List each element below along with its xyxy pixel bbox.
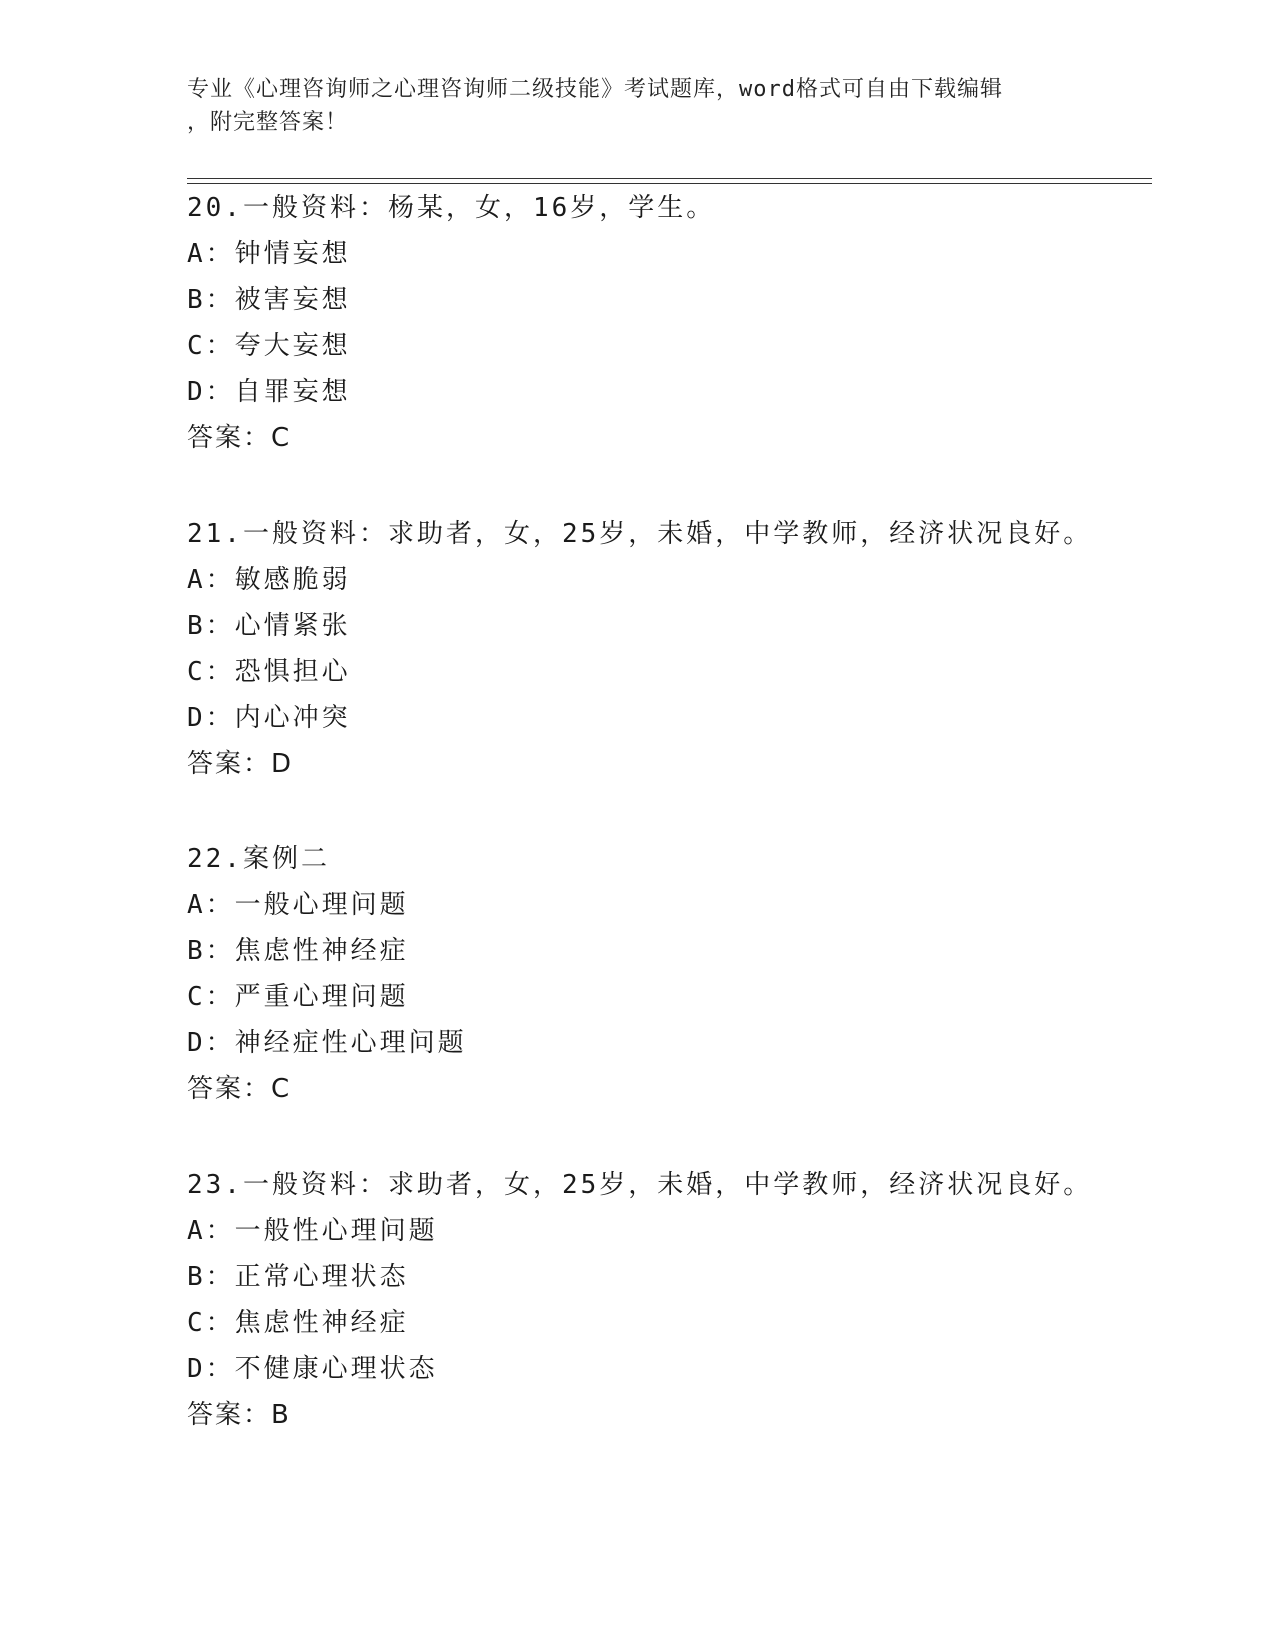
option-d: D：不健康心理状态 — [187, 1354, 438, 1384]
header-line-1: 专业《心理咨询师之心理咨询师二级技能》考试题库，word格式可自由下载编辑 — [187, 77, 1003, 102]
document-header — [187, 73, 1087, 139]
option-c: C：夸大妄想 — [187, 331, 351, 361]
option-b: B：焦虑性神经症 — [187, 936, 409, 966]
option-c: C：焦虑性神经症 — [187, 1308, 409, 1338]
option-b: B：心情紧张 — [187, 611, 351, 641]
answer-text: 答案：C — [187, 1074, 292, 1104]
option-a: A：一般性心理问题 — [187, 1216, 438, 1246]
header-line-2: ，附完整答案！ — [187, 110, 349, 135]
question-stem: 21.一般资料：求助者，女，25岁，未婚，中学教师，经济状况良好。 — [187, 519, 1093, 549]
answer-text: 答案：C — [187, 423, 292, 453]
option-a: A：一般心理问题 — [187, 890, 409, 920]
option-c: C：恐惧担心 — [187, 657, 351, 687]
header-divider-top — [187, 178, 1152, 179]
document-page — [187, 0, 1152, 1650]
option-d: D：神经症性心理问题 — [187, 1028, 467, 1058]
question-stem: 22.案例二 — [187, 844, 330, 874]
question-stem: 23.一般资料：求助者，女，25岁，未婚，中学教师，经济状况良好。 — [187, 1170, 1093, 1200]
option-d: D：自罪妄想 — [187, 377, 351, 407]
option-d: D：内心冲突 — [187, 703, 351, 733]
option-a: A：敏感脆弱 — [187, 565, 351, 595]
option-a: A：钟情妄想 — [187, 239, 351, 269]
answer-text: 答案：D — [187, 749, 294, 779]
option-b: B：正常心理状态 — [187, 1262, 409, 1292]
question-20 — [187, 185, 1152, 461]
question-23 — [187, 1162, 1152, 1438]
answer-text: 答案：B — [187, 1400, 291, 1430]
question-stem: 20.一般资料：杨某，女，16岁，学生。 — [187, 193, 716, 223]
question-21 — [187, 511, 1152, 787]
question-22 — [187, 836, 1152, 1112]
option-c: C：严重心理问题 — [187, 982, 409, 1012]
header-divider-bottom — [187, 183, 1152, 184]
option-b: B：被害妄想 — [187, 285, 351, 315]
